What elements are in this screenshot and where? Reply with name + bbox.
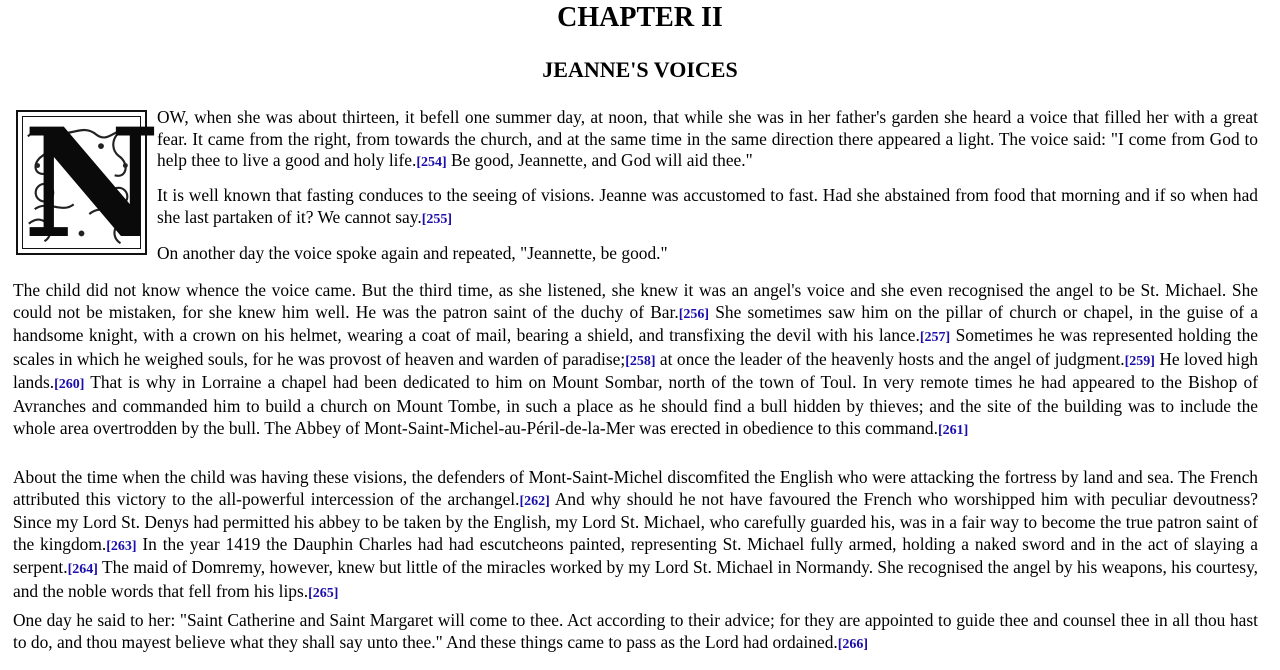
footnote-link-257[interactable]: [257] [919,330,951,346]
footnote-link-264[interactable]: [264] [67,562,98,578]
paragraph-6 [13,610,1258,655]
footnote-link-258[interactable]: [258] [625,353,656,369]
ornamental-drop-cap-image [16,96,161,272]
paragraph-text: That is why in Lorraine a chapel had been dedicated to him on Mount Sombar, north of the town of Toul. In very remote times he had appeared to the Bishop of Avranches and commanded him to build a church on Mount Tombe, in such a place as he should find a bull hidden by thieves; and the site of the building was to include the whole area overtrodden by the bull. The Abbey of Mont-Saint-Michel-au-Péril-de-la-Mer was erected in obedience to this command. [13,372,1258,438]
footnote-link-265[interactable]: [265] [308,585,339,601]
paragraph-text: Sometimes he was represented holding the scales in which he weighed souls, for he was provost of heaven and warden of paradise; [13,325,1258,369]
paragraph-text: He loved high lands. [13,348,1259,393]
footnote-link-260[interactable]: [260] [54,377,85,393]
footnote-link-256[interactable]: [256] [678,306,710,322]
paragraph-3 [157,243,1258,265]
paragraph-text: The maid of Domremy, however, knew but little of the miracles worked by my Lord St. Michael in Normandy. She recognised the angel by his weapons, his courtesy, and the noble words that fell from his lips. [13,557,1258,601]
paragraph-text: The child did not know whence the voice came. But the third time, as she listened, she knew it was an angel's voice and she even recognised the angel to be St. Michael. She could not be mistaken, for she knew him well. He was the patron saint of the duchy of Bar. [13,280,1258,322]
paragraph-text: On another day the voice spoke again and repeated, "Jeannette, be good." [157,243,668,263]
footnote-link-266[interactable]: [266] [837,636,869,652]
paragraph-text: at once the leader of the heavenly hosts and the angel of judgment. [655,348,1125,369]
footnote-link-262[interactable]: [262] [519,493,550,509]
chapter-subtitle: JEANNE'S VOICES [542,57,738,82]
paragraph-text: She sometimes saw him on the pillar of church or chapel, in the guise of a handsome knight, with a crown on his helmet, wearing a coat of mail, bearing a shield, and transfixing the devil with his lance. [13,301,1258,346]
footnote-link-261[interactable]: [261] [937,422,969,438]
footnote-link-259[interactable]: [259] [1124,353,1155,369]
paragraph-1 [157,107,1258,174]
paragraph-text: It is well known that fasting conduces to the seeing of visions. Jeanne was accustomed to fast. Had she abstained from food that morning and if so when had she last partaken of it? We cannot say. [157,185,1258,227]
footnote-link-255[interactable]: [255] [421,211,453,227]
paragraph-text: In the year 1419 the Dauphin Charles had had escutcheons painted, representing St. Michael fully armed, holding a naked sword and in the act of slaying a serpent. [13,533,1258,578]
footnote-link-263[interactable]: [263] [106,538,137,554]
paragraph-text: Be good, Jeannette, and God will aid thee." [446,150,753,171]
paragraph-2 [157,185,1258,230]
paragraph-text: About the time when the child was having these visions, the defenders of Mont-Saint-Michel discomfited the English who were attacking the fortress by land and sea. The French attributed this victory to the all-powerful intercession of the archangel. [13,467,1258,509]
paragraph-text: OW, when she was about thirteen, it befell one summer day, at noon, that while she was in her father's garden she heard a voice that filled her with a great fear. It came from the right, from towards the church, and at the same time in the same direction there appeared a light. The voice said: "I come from God to help thee to live a good and holy life. [157,107,1258,171]
paragraph-4 [13,280,1258,441]
chapter-heading: CHAPTER II [557,2,723,33]
paragraph-5 [13,467,1258,605]
drop-cap-letter: N [23,96,161,272]
paragraph-text: One day he said to her: "Saint Catherine and Saint Margaret will come to thee. Act according to their advice; for they are appointed to guide thee and counsel thee in all thou hast to do, and thou mayest believe what they shall say unto thee." And these things came to pass as the Lord had ordained. [13,610,1258,652]
footnote-link-254[interactable]: [254] [416,155,447,171]
paragraph-text: And why should he not have favoured the French who worshipped him with peculiar devoutness? Since my Lord St. Denys had permitted his abbey to be taken by the English, my Lord St. Michael, who carefully guarded his, was in a fair way to become the true patron saint of the kingdom. [13,488,1259,554]
